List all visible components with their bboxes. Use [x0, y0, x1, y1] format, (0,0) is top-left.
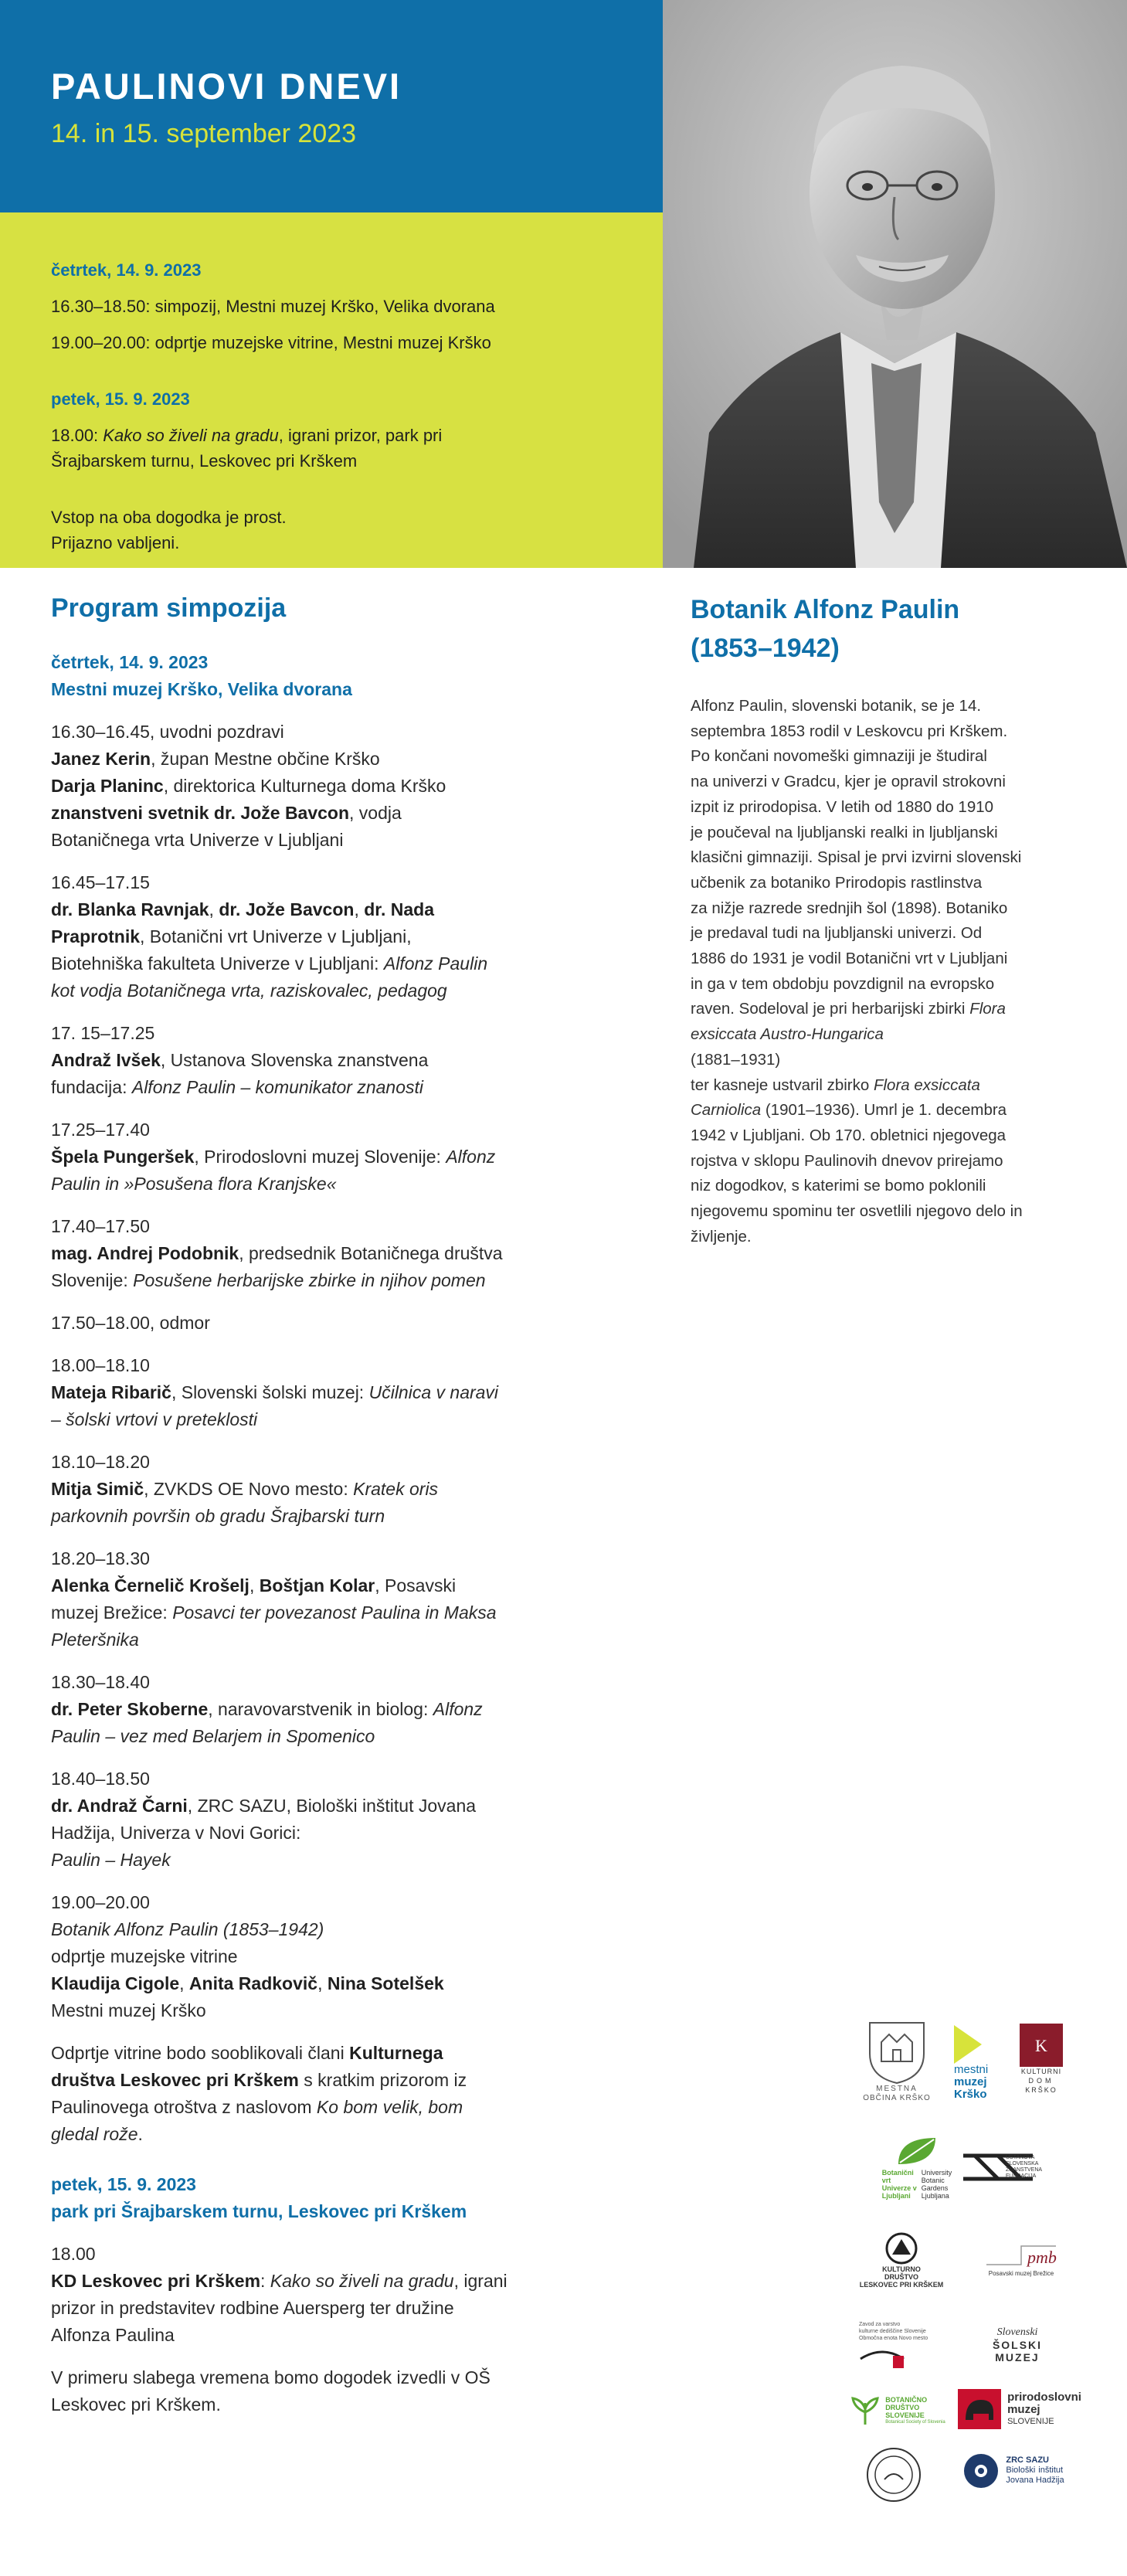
- overview-note: Vstop na oba dogodka je prost.: [51, 508, 287, 527]
- portrait-photo: [663, 0, 1127, 568]
- plant-icon: [850, 2395, 881, 2426]
- overview-item: 16.30–18.50: simpozij, Mestni muzej Krško, Velika dvorana: [51, 297, 495, 316]
- logo-botanicni-vrt: Botanični vrt Univerze v Ljubljani University Botanic Gardens Ljubljana: [859, 2133, 975, 2202]
- biography: [691, 590, 1077, 1249]
- event-overview: [0, 212, 663, 568]
- logo-slovenski-solski-muzej: Slovenski ŠOLSKI MUZEJ: [992, 2326, 1043, 2364]
- program-note: Odprtje vitrine bodo sooblikovali člani Kulturnega društva Leskovec pri Krškem s kratkim prizorom iz Paulinovega otroštva z naslovom Ko bom velik, bom gledal rože.: [51, 2043, 467, 2144]
- overview-item: 19.00–20.00: odprtje muzejske vitrine, Mestni muzej Krško: [51, 333, 491, 352]
- logo-zrc-sazu: ZRC SAZU Biološki inštitut Jovana Hadžija: [952, 2442, 1075, 2500]
- program-note: V primeru slabega vremena bomo dogodek izvedli v OŠ Leskovec pri Krškem.: [51, 2367, 491, 2415]
- logo-kd-leskovec: KULTURNO DRUŠTVO LESKOVEC PRI KRŠKEM: [859, 2225, 944, 2295]
- svg-text:K: K: [1035, 2036, 1047, 2055]
- kd-leskovec-mark-icon: [884, 2231, 918, 2265]
- logo-mestni-muzej-krsko: mestni muzej Krško: [954, 2018, 1008, 2107]
- logo-slovenska-znanstvena-fundacija: USTANOVA SLOVENSKA ZNANSTVENA FUNDACIJA: [959, 2144, 1068, 2190]
- program-item: 16.30–16.45, uvodni pozdravi Janez Kerin, župan Mestne občine Krško Darja Planinc, direktorica Kulturnega doma Krško znanstveni svetnik dr. Jože Bavcon, vodja Botaničnega vrta Univerze v Ljubljani: [51, 722, 446, 850]
- overview-item: 18.00: Kako so živeli na gradu, igrani prizor, park pri: [51, 426, 443, 445]
- logo-posavski-muzej-brezice: pmb Posavski muzej Brežice: [975, 2237, 1068, 2283]
- logo-zvkds: Zavod za varstvo kulturne dediščine Slovenije Območna enota Novo mesto: [859, 2314, 944, 2376]
- program-item: 18.00–18.10 Mateja Ribarič, Slovenski šolski muzej: Učilnica v naravi – šolski vrtovi v preteklosti: [51, 1355, 499, 1429]
- zrc-mark-icon: [962, 2452, 1000, 2489]
- program-item: 18.20–18.30 Alenka Černelič Krošelj, Boštjan Kolar, Posavski muzej Brežice: Posavci ter povezanost Paulina in Maksa Pleteršnika: [51, 1548, 497, 1650]
- symposium-program: [51, 590, 584, 2418]
- overview-note: Prijazno vabljeni.: [51, 533, 180, 552]
- program-item: 16.45–17.15 dr. Blanka Ravnjak, dr. Jože Bavcon, dr. Nada Praprotnik, Botanični vrt Univerze v Ljubljani, Biotehniška fakulteta Univerze v Ljubljani: Alfonz Paulin kot vodja Botaničnega vrta, raziskovalec, pedagog: [51, 872, 488, 1001]
- mammoth-icon: [958, 2389, 1001, 2429]
- kdk-mark-icon: [1020, 2024, 1063, 2067]
- program-item: 17.50–18.00, odmor: [51, 1313, 210, 1333]
- svg-text:pmb: pmb: [1027, 2248, 1057, 2267]
- overview-day2: petek, 15. 9. 2023: [51, 389, 190, 409]
- program-item: 18.40–18.50 dr. Andraž Čarni, ZRC SAZU, Biološki inštitut Jovana Hadžija, Univerza v Novi Gorici: Paulin – Hayek: [51, 1769, 477, 1870]
- program-item: 18.30–18.40 dr. Peter Skoberne, naravovarstvenik in biolog: Alfonz Paulin – vez med Belarjem in Spomenico: [51, 1672, 483, 1746]
- program-item: 17.25–17.40 Špela Pungeršek, Prirodoslovni muzej Slovenije: Alfonz Paulin in »Posušena flora Kranjske«: [51, 1120, 496, 1194]
- program-item: 17.40–17.50 mag. Andrej Podobnik, predsednik Botaničnega društva Slovenije: Posušene herbarijske zbirke in njihov pomen: [51, 1216, 503, 1290]
- university-seal-icon: [864, 2445, 923, 2504]
- logo-kulturni-dom-krsko: K KULTURNI DOM KRŠKO: [1013, 2013, 1069, 2105]
- logo-mestna-obcina-krsko: MESTNA OBČINA KRŠKO: [854, 2009, 940, 2109]
- program-item: 17. 15–17.25 Andraž Ivšek, Ustanova Slovenska znanstvena fundacija: Alfonz Paulin – komunikator znanosti: [51, 1023, 429, 1097]
- program-day1-heading: četrtek, 14. 9. 2023 Mestni muzej Krško, Velika dvorana: [51, 652, 352, 699]
- program-item: 18.10–18.20 Mitja Simič, ZVKDS OE Novo mesto: Kratek oris parkovnih površin ob gradu Šrajbarski turn: [51, 1452, 439, 1526]
- museum-mark-icon: [954, 2025, 982, 2064]
- coat-of-arms-icon: [862, 2015, 932, 2085]
- bio-title: Botanik Alfonz Paulin (1853–1942): [691, 595, 960, 663]
- event-dates: 14. in 15. september 2023: [51, 119, 357, 148]
- logo-botanicno-drustvo: BOTANIČNO DRUŠTVO SLOVENIJE Botanical Society of Slovenia: [844, 2387, 952, 2434]
- logo-prirodoslovni-muzej: prirodoslovni muzej SLOVENIJE: [958, 2384, 1081, 2434]
- program-day2-heading: petek, 15. 9. 2023 park pri Šrajbarskem turnu, Leskovec pri Krškem: [51, 2174, 467, 2221]
- pmb-mark-icon: [983, 2241, 1060, 2269]
- program-title: Program simpozija: [51, 593, 287, 623]
- program-item: 19.00–20.00 Botanik Alfonz Paulin (1853–1942) odprtje muzejske vitrine Klaudija Cigole, Anita Radkovič, Nina Sotelšek Mestni muzej Krško: [51, 1892, 444, 2020]
- program-item: 18.00 KD Leskovec pri Krškem: Kako so živeli na gradu, igrani prizor in predstavitev rodbine Auersperg ter družine Alfonza Paulina: [51, 2244, 507, 2345]
- logo-univerza-nova-gorica: [859, 2442, 928, 2507]
- page-title: PAULINOVI DNEVI: [51, 66, 402, 107]
- overview-item: Šrajbarskem turnu, Leskovec pri Krškem: [51, 451, 358, 471]
- zvkds-mark-icon: [859, 2345, 905, 2370]
- overview-day1: četrtek, 14. 9. 2023: [51, 260, 202, 280]
- leaf-icon: [895, 2135, 939, 2166]
- bio-text: Alfonz Paulin, slovenski botanik, se je 14. septembra 1853 rodil v Leskovcu pri Krškem. Po končani novomeški gimnaziji je študiral na univerzi v Gradcu, kjer je opravil strokovni izpit iz prirodopisa. V letih od 1880 do 1910 je poučeval na ljubljanski realki in ljubljanski klasični gimnaziji. Spisal je prvi izvirni slovenski učbenik za botaniko Prirodopis rastlinstva za nižje razrede srednjih šol (1898). Botaniko je predaval tudi na ljubljanski univerzi. Od 1886 do 1931 je vodil Botanični vrt v Ljubljani in ga v tem obdobju povzdignil na evropsko raven. Sodeloval je pri herbarijski zbirki Flora exsiccata Austro-Hungarica (1881–1931) ter kasneje ustvaril zbirko Flora exsiccata Carniolica (1901–1936). Umrl je 1. decembra 1942 v Ljubljani. Ob 170. obletnici njegovega rojstva v sklopu Paulinovih dnevov prirejamo niz dogodkov, s katerimi se bomo poklonili njegovemu spominu ter osvetlili njegovo delo in življenje.: [691, 697, 1023, 1246]
